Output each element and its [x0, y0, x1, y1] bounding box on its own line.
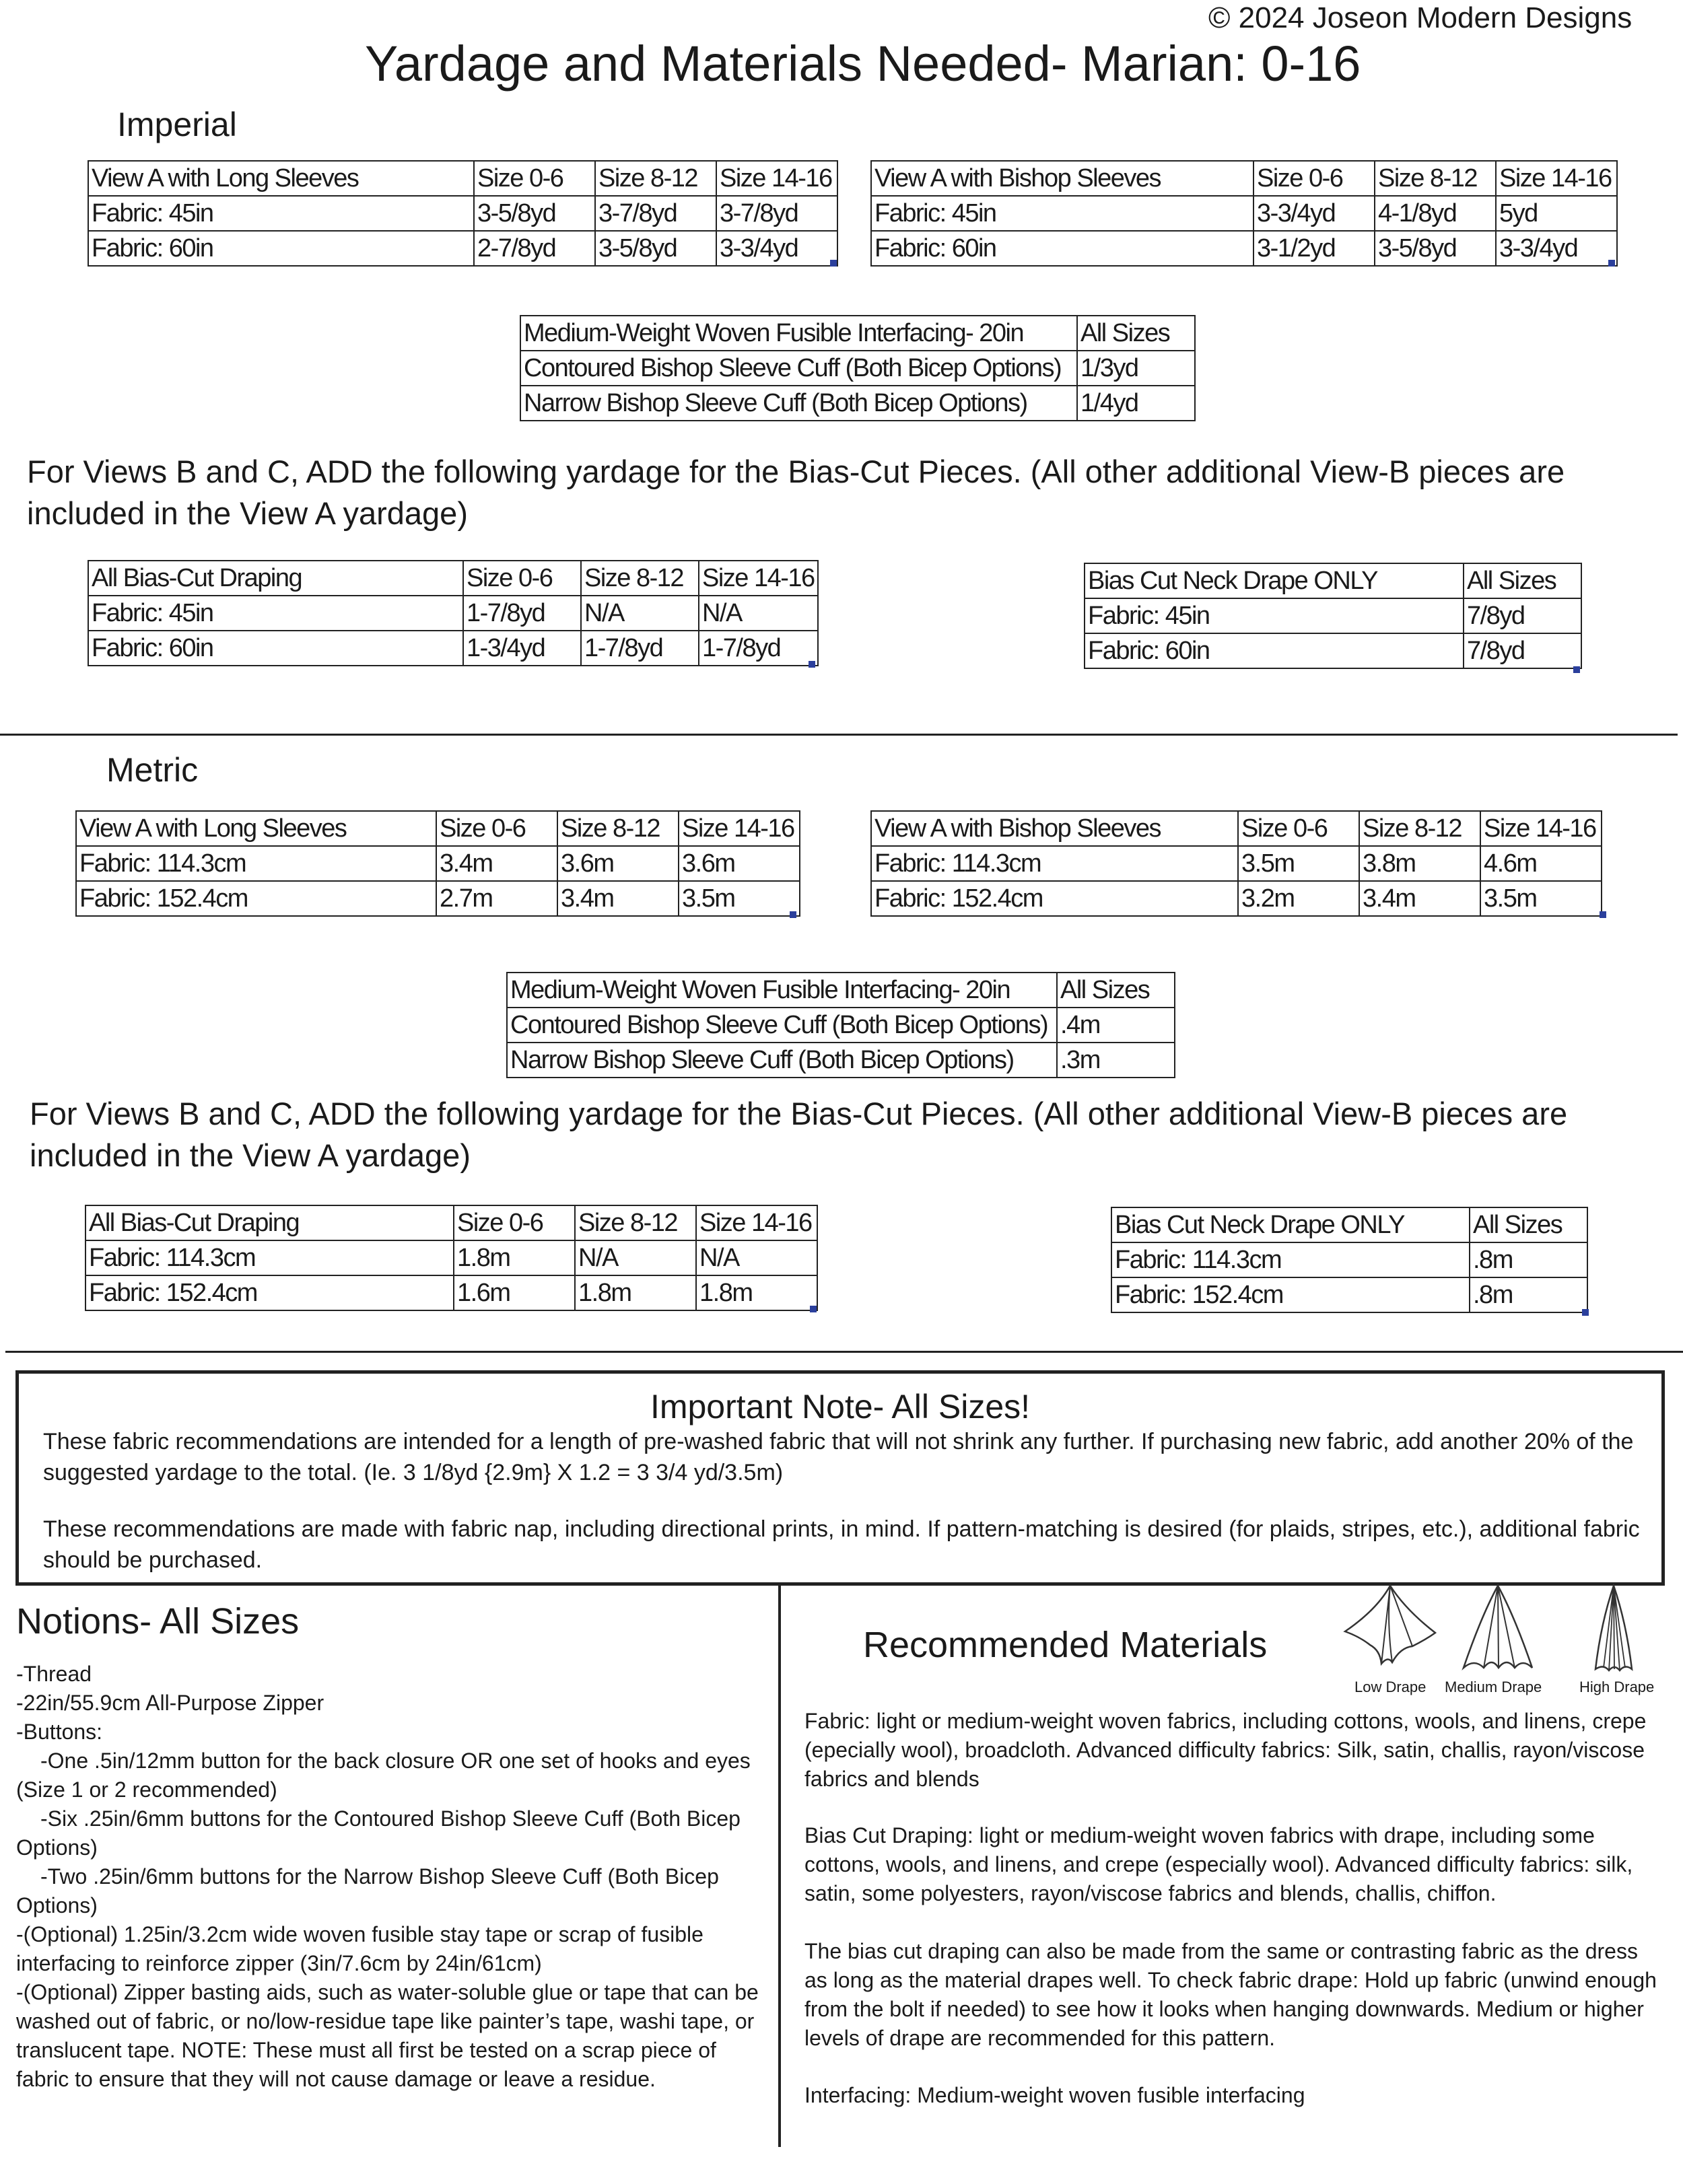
- drape-label: Low Drape: [1354, 1679, 1427, 1695]
- table-row: [85, 1205, 817, 1240]
- materials-paragraph-bias: Bias Cut Draping: light or medium-weight woven fabrics with drape, including some cottons, wools, and linens, and crepe (especially wool). Advanced difficulty fabrics: silk, satin, some polyesters, rayon/viscose fabrics and blends, challis, chiffon.: [804, 1823, 1633, 1905]
- table-cell: 3.4m: [1359, 881, 1480, 916]
- table-row: [76, 881, 800, 916]
- table-cell: .4m: [1057, 1008, 1175, 1043]
- materials-paragraph-fabric: Fabric: light or medium-weight woven fabrics, including cottons, wools, and linens, crepe (epecially wool), broadcloth. Advanced difficulty fabrics: Silk, satin, challis, rayon/viscose fabrics and blends: [804, 1709, 1647, 1791]
- table-row: [1085, 563, 1581, 598]
- table-cell: Fabric: 114.3cm: [76, 846, 436, 881]
- table-cell: 3.8m: [1359, 846, 1480, 881]
- table-cell: 3.2m: [1238, 881, 1359, 916]
- column-divider: [778, 1585, 781, 2147]
- table-resize-handle: [790, 911, 796, 918]
- table-cell: All Bias-Cut Draping: [88, 561, 463, 596]
- table-cell: Fabric: 152.4cm: [76, 881, 436, 916]
- table-cell: Size 14-16: [1480, 811, 1602, 846]
- table-row: [507, 973, 1175, 1008]
- table-cell: Size 0-6: [474, 161, 595, 196]
- table-row: [871, 846, 1602, 881]
- table-cell: Contoured Bishop Sleeve Cuff (Both Bicep Options): [507, 1008, 1057, 1043]
- table-cell: Size 14-16: [699, 561, 818, 596]
- table-cell: Size 0-6: [454, 1205, 575, 1240]
- table-row: [76, 811, 800, 846]
- table-cell: Fabric: 114.3cm: [871, 846, 1238, 881]
- table-cell: Size 8-12: [1359, 811, 1480, 846]
- table-cell: Medium-Weight Woven Fusible Interfacing- 20in: [520, 316, 1077, 351]
- table-cell: 7/8yd: [1464, 598, 1581, 633]
- table-cell: 1-3/4yd: [463, 631, 581, 666]
- table-row: [88, 631, 818, 666]
- drape-label: High Drape: [1579, 1679, 1655, 1695]
- table-cell: 1.8m: [696, 1275, 817, 1310]
- section-divider: [5, 1351, 1683, 1353]
- page-title: Yardage and Materials Needed- Marian: 0-16: [365, 36, 1361, 92]
- table-cell: 3-1/2yd: [1253, 231, 1375, 266]
- table-cell: Bias Cut Neck Drape ONLY: [1111, 1207, 1470, 1242]
- important-note-box: [15, 1370, 1665, 1586]
- materials-paragraph-interfacing: Interfacing: Medium-weight woven fusible interfacing: [804, 2083, 1305, 2107]
- table-row: [85, 1275, 817, 1310]
- table-cell: 3-5/8yd: [474, 196, 595, 231]
- list-item: -(Optional) 1.25in/3.2cm wide woven fusible stay tape or scrap of fusible interfacing to reinforce zipper (3in/7.6cm by 24in/61cm): [16, 1922, 703, 1975]
- table-cell: View A with Bishop Sleeves: [871, 161, 1253, 196]
- table-cell: Size 0-6: [463, 561, 581, 596]
- table-resize-handle: [810, 1306, 817, 1312]
- table-cell: 1.8m: [454, 1240, 575, 1275]
- table-cell: .8m: [1470, 1242, 1587, 1277]
- important-note-paragraph: These fabric recommendations are intended for a length of pre-washed fabric that will not shrink any further. If purchasing new fabric, add another 20% of the suggested yardage to the total. (Ie. 3 1/8yd {2.9m} X 1.2 = 3 3/4 yd/3.5m): [43, 1429, 1634, 1485]
- table-cell: 1-7/8yd: [699, 631, 818, 666]
- metric-heading: Metric: [106, 751, 199, 789]
- table-cell: .3m: [1057, 1043, 1175, 1078]
- table-cell: Contoured Bishop Sleeve Cuff (Both Bicep Options): [520, 351, 1077, 386]
- table-cell: 3-5/8yd: [595, 231, 716, 266]
- table-cell: All Sizes: [1057, 973, 1175, 1008]
- list-item: -Buttons:: [16, 1720, 103, 1744]
- table-cell: Narrow Bishop Sleeve Cuff (Both Bicep Options): [520, 386, 1077, 421]
- table-row: [507, 1008, 1175, 1043]
- table-cell: .8m: [1470, 1277, 1587, 1312]
- table-cell: Size 8-12: [557, 811, 679, 846]
- table-cell: 3.6m: [557, 846, 679, 881]
- table-cell: Size 0-6: [1238, 811, 1359, 846]
- table-cell: Size 8-12: [581, 561, 699, 596]
- table-row: [871, 811, 1602, 846]
- materials-paragraph-drape: The bias cut draping can also be made from the same or contrasting fabric as the dress as long as the material drapes well. To check fabric drape: Hold up fabric (unwind enough from the bolt if needed) to see how it looks when hanging downwards. Medium or higher levels of drape are recommended for this pattern.: [804, 1939, 1657, 2050]
- table-row: [88, 196, 837, 231]
- table-cell: 5yd: [1496, 196, 1617, 231]
- list-item: -Six .25in/6mm buttons for the Contoured Bishop Sleeve Cuff (Both Bicep Options): [16, 1806, 741, 1860]
- table-resize-handle: [1600, 911, 1606, 918]
- table-cell: 1.8m: [575, 1275, 696, 1310]
- table-cell: Fabric: 152.4cm: [871, 881, 1238, 916]
- table-resize-handle: [1608, 260, 1615, 267]
- table-cell: Fabric: 45in: [1085, 598, 1464, 633]
- table-cell: Fabric: 45in: [88, 596, 463, 631]
- table-cell: All Sizes: [1077, 316, 1195, 351]
- table-cell: Size 0-6: [436, 811, 557, 846]
- table-row: [871, 161, 1617, 196]
- table-cell: Size 0-6: [1253, 161, 1375, 196]
- table-cell: Fabric: 45in: [88, 196, 474, 231]
- table-cell: 3.5m: [679, 881, 800, 916]
- important-note-paragraph: These recommendations are made with fabric nap, including directional prints, in mind. If pattern-matching is desired (for plaids, stripes, etc.), additional fabric should be purchased.: [43, 1516, 1640, 1573]
- table-cell: Size 14-16: [716, 161, 837, 196]
- medium-drape-icon: [1454, 1583, 1542, 1677]
- table-row: [88, 596, 818, 631]
- table-cell: View A with Bishop Sleeves: [871, 811, 1238, 846]
- table-cell: 4-1/8yd: [1375, 196, 1496, 231]
- table-row: [1111, 1277, 1587, 1312]
- imperial-heading: Imperial: [117, 106, 237, 143]
- table-row: [85, 1240, 817, 1275]
- table-row: [1111, 1242, 1587, 1277]
- table-cell: Size 8-12: [575, 1205, 696, 1240]
- table-cell: 3-7/8yd: [716, 196, 837, 231]
- table-cell: N/A: [581, 596, 699, 631]
- imperial-bias-draping-table: [88, 560, 819, 666]
- table-cell: 3-5/8yd: [1375, 231, 1496, 266]
- table-cell: 3.5m: [1480, 881, 1602, 916]
- table-cell: 3.4m: [557, 881, 679, 916]
- table-cell: 3.5m: [1238, 846, 1359, 881]
- table-cell: N/A: [696, 1240, 817, 1275]
- table-cell: Fabric: 114.3cm: [85, 1240, 454, 1275]
- drape-label: Medium Drape: [1445, 1679, 1542, 1695]
- table-cell: 7/8yd: [1464, 633, 1581, 668]
- list-item: -Two .25in/6mm buttons for the Narrow Bishop Sleeve Cuff (Both Bicep Options): [16, 1864, 719, 1917]
- table-cell: View A with Long Sleeves: [88, 161, 474, 196]
- table-cell: Fabric: 60in: [88, 631, 463, 666]
- table-cell: Medium-Weight Woven Fusible Interfacing- 20in: [507, 973, 1057, 1008]
- table-cell: 1.6m: [454, 1275, 575, 1310]
- table-resize-handle: [1573, 666, 1580, 673]
- table-row: [871, 196, 1617, 231]
- table-cell: 3.6m: [679, 846, 800, 881]
- table-cell: 3-3/4yd: [1253, 196, 1375, 231]
- materials-title: Recommended Materials: [863, 1625, 1268, 1665]
- section-divider: [0, 734, 1678, 736]
- table-cell: 3-3/4yd: [1496, 231, 1617, 266]
- table-cell: All Sizes: [1464, 563, 1581, 598]
- table-cell: Fabric: 60in: [88, 231, 474, 266]
- table-row: [871, 881, 1602, 916]
- table-cell: Size 14-16: [696, 1205, 817, 1240]
- table-resize-handle: [809, 661, 815, 668]
- table-cell: All Sizes: [1470, 1207, 1587, 1242]
- imperial-bias-note: For Views B and C, ADD the following yardage for the Bias-Cut Pieces. (All other additional View-B pieces are included in the View A yardage): [27, 454, 1565, 531]
- table-cell: All Bias-Cut Draping: [85, 1205, 454, 1240]
- table-row: [88, 561, 818, 596]
- imperial-bishop-sleeves-table: [870, 160, 1618, 267]
- copyright: © 2024 Joseon Modern Designs: [1208, 1, 1633, 34]
- imperial-interfacing-table: [520, 315, 1196, 421]
- table-cell: Fabric: 152.4cm: [85, 1275, 454, 1310]
- table-cell: Fabric: 114.3cm: [1111, 1242, 1470, 1277]
- table-row: [1111, 1207, 1587, 1242]
- table-cell: Fabric: 60in: [1085, 633, 1464, 668]
- table-row: [88, 231, 837, 266]
- high-drape-icon: [1577, 1583, 1651, 1677]
- table-resize-handle: [1582, 1309, 1589, 1316]
- table-cell: 1-7/8yd: [463, 596, 581, 631]
- table-cell: N/A: [699, 596, 818, 631]
- table-cell: 3.4m: [436, 846, 557, 881]
- table-row: [520, 316, 1195, 351]
- table-cell: Fabric: 152.4cm: [1111, 1277, 1470, 1312]
- table-row: [871, 231, 1617, 266]
- table-cell: Size 14-16: [679, 811, 800, 846]
- metric-neck-drape-table: [1111, 1207, 1588, 1313]
- important-note-title: Important Note- All Sizes!: [650, 1388, 1031, 1425]
- table-cell: N/A: [575, 1240, 696, 1275]
- table-cell: 1-7/8yd: [581, 631, 699, 666]
- table-cell: 1/4yd: [1077, 386, 1195, 421]
- metric-bishop-sleeves-table: [870, 810, 1602, 917]
- table-cell: View A with Long Sleeves: [76, 811, 436, 846]
- table-cell: Size 8-12: [595, 161, 716, 196]
- table-cell: 3-3/4yd: [716, 231, 837, 266]
- table-row: [88, 161, 837, 196]
- table-resize-handle: [830, 260, 837, 267]
- imperial-long-sleeves-table: [88, 160, 838, 267]
- metric-long-sleeves-table: [75, 810, 800, 917]
- table-row: [507, 1043, 1175, 1078]
- low-drape-icon: [1340, 1583, 1441, 1677]
- table-row: [76, 846, 800, 881]
- table-cell: Fabric: 60in: [871, 231, 1253, 266]
- imperial-neck-drape-table: [1084, 563, 1582, 669]
- table-cell: 3-7/8yd: [595, 196, 716, 231]
- table-row: [1085, 598, 1581, 633]
- list-item: -Thread: [16, 1662, 92, 1686]
- table-row: [520, 351, 1195, 386]
- list-item: -(Optional) Zipper basting aids, such as water-soluble glue or tape that can be washed out of fabric, or no/low-residue tape like painter’s tape, washi tape, or translucent tape. NOTE: These must all first be tested on a scrap piece of fabric to ensure that they will not cause damage or leave a residue.: [16, 1980, 759, 2091]
- table-cell: 4.6m: [1480, 846, 1602, 881]
- table-cell: 2.7m: [436, 881, 557, 916]
- table-cell: Fabric: 45in: [871, 196, 1253, 231]
- list-item: -One .5in/12mm button for the back closure OR one set of hooks and eyes (Size 1 or 2 recommended): [16, 1749, 751, 1802]
- metric-bias-note: For Views B and C, ADD the following yardage for the Bias-Cut Pieces. (All other additional View-B pieces are included in the View A yardage): [30, 1096, 1568, 1173]
- table-row: [520, 386, 1195, 421]
- notions-list: [16, 1660, 763, 2094]
- table-cell: 2-7/8yd: [474, 231, 595, 266]
- notions-title: Notions- All Sizes: [16, 1601, 300, 1642]
- table-cell: Size 14-16: [1496, 161, 1617, 196]
- table-cell: 1/3yd: [1077, 351, 1195, 386]
- table-cell: Size 8-12: [1375, 161, 1496, 196]
- table-cell: Bias Cut Neck Drape ONLY: [1085, 563, 1464, 598]
- metric-interfacing-table: [506, 972, 1175, 1078]
- table-cell: Narrow Bishop Sleeve Cuff (Both Bicep Options): [507, 1043, 1057, 1078]
- metric-bias-draping-table: [85, 1205, 818, 1311]
- table-row: [1085, 633, 1581, 668]
- list-item: -22in/55.9cm All-Purpose Zipper: [16, 1691, 324, 1715]
